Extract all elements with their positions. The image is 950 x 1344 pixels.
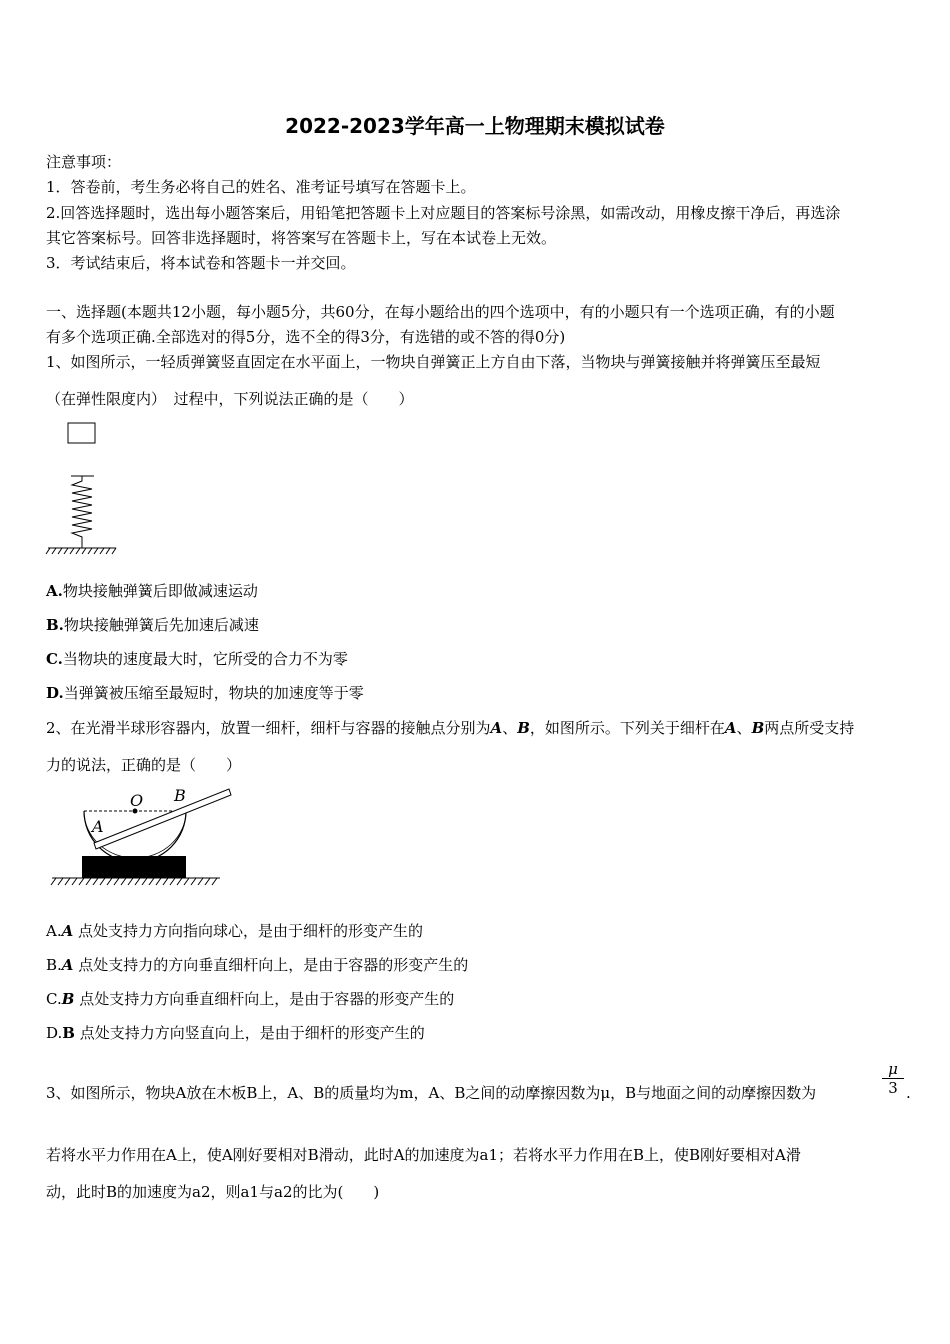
falling-block	[68, 423, 95, 443]
page-title: 2022-2023学年高一上物理期末模拟试卷	[285, 114, 665, 138]
spring-icon	[72, 476, 92, 548]
label-b: B	[174, 786, 186, 805]
notice-item-3: 3．考试结束后，将本试卷和答题卡一并交回。	[46, 254, 356, 272]
q1-option-c[interactable]: C.当物块的速度最大时，它所受的合力不为零	[46, 650, 348, 668]
q2-stem-1: 2、在光滑半球形容器内，放置一细杆，细杆与容器的接触点分别为A、B，如图所示。下列关于细杆在A、B两点所受支持	[46, 719, 855, 737]
q1-option-b[interactable]: B.物块接触弹簧后先加速后减速	[46, 616, 259, 634]
label-a: A	[92, 817, 104, 836]
notice-item-2-cont: 其它答案标号。回答非选择题时，将答案写在答题卡上，写在本试卷上无效。	[46, 229, 557, 247]
label-o: O	[130, 791, 144, 810]
q2-stem-2: 力的说法，正确的是（ ）	[46, 756, 242, 774]
q2-option-a[interactable]: A.A 点处支持力方向指向球心，是由于细杆的形变产生的	[46, 922, 424, 940]
notice-item-1: 1．答卷前，考生务必将自己的姓名、准考证号填写在答题卡上。	[46, 178, 476, 196]
q2-option-d[interactable]: D.B 点处支持力方向竖直向上，是由于细杆的形变产生的	[46, 1024, 425, 1042]
q2-option-c[interactable]: C.B 点处支持力方向垂直细杆向上，是由于容器的形变产生的	[46, 990, 455, 1008]
base-block	[82, 856, 186, 878]
notice-heading: 注意事项：	[46, 153, 122, 171]
spring-block-figure	[44, 418, 124, 558]
hemisphere-rod-figure	[46, 784, 236, 894]
q3-stem-3: 动，此时B的加速度为a2，则a1与a2的比为( )	[46, 1183, 380, 1201]
section-instructions-2: 有多个选项正确.全部选对的得5分，选不全的得3分，有选错的或不答的得0分)	[46, 328, 566, 346]
q2-option-b[interactable]: B.A 点处支持力的方向垂直细杆向上，是由于容器的形变产生的	[46, 956, 469, 974]
section-instructions-1: 一、选择题(本题共12小题，每小题5分，共60分，在每小题给出的四个选项中，有的小题只有一个选项正确，有的小题	[46, 303, 835, 321]
fraction-period: .	[906, 1084, 911, 1102]
friction-fraction	[882, 1060, 904, 1097]
fraction-numerator: μ	[882, 1060, 904, 1079]
q3-stem-2: 若将水平力作用在A上，使A刚好要相对B滑动，此时A的加速度为a1；若将水平力作用在B上，使B刚好要相对A滑	[46, 1146, 801, 1164]
notice-item-2: 2.回答选择题时，选出每小题答案后，用铅笔把答题卡上对应题目的答案标号涂黑，如需改动，用橡皮擦干净后，再选涂	[46, 204, 841, 222]
q1-stem-2: （在弹性限度内） 过程中，下列说法正确的是（ ）	[46, 390, 414, 408]
fraction-denominator: 3	[888, 1079, 898, 1097]
q3-stem-1: 3、如图所示，物块A放在木板B上，A、B的质量均为m，A、B之间的动摩擦因数为μ，B与地面之间的动摩擦因数为	[46, 1084, 817, 1102]
q1-option-d[interactable]: D.当弹簧被压缩至最短时，物块的加速度等于零	[46, 684, 364, 702]
q1-stem-1: 1、如图所示，一轻质弹簧竖直固定在水平面上，一物块自弹簧正上方自由下落，当物块与弹簧接触并将弹簧压至最短	[46, 353, 821, 371]
thin-rod	[94, 789, 231, 849]
q1-option-a[interactable]: A.物块接触弹簧后即做减速运动	[46, 582, 258, 600]
